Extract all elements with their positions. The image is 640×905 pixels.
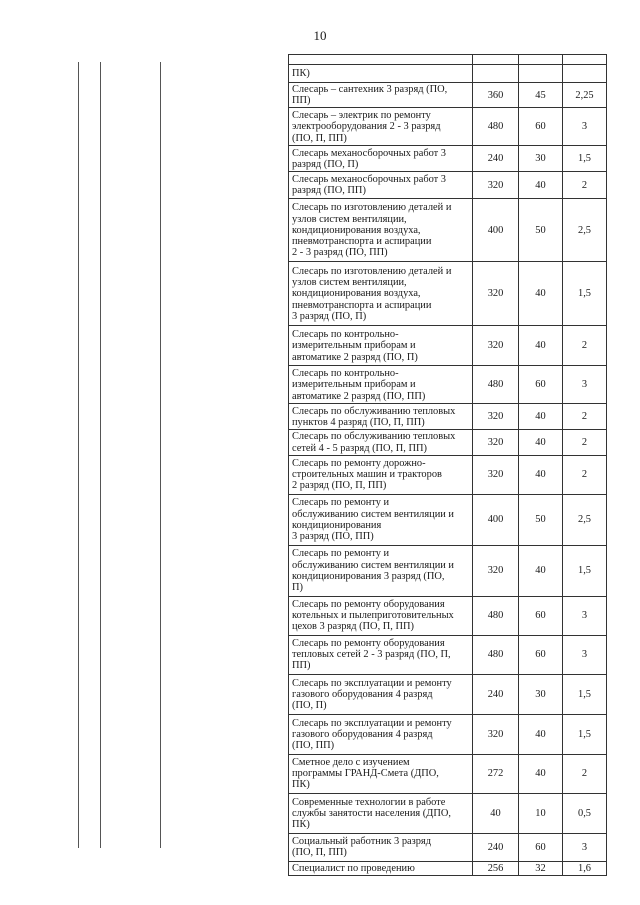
cell-value-a: 40 bbox=[473, 793, 519, 833]
table-row bbox=[289, 55, 607, 65]
margin-rule-1 bbox=[78, 62, 79, 848]
cell-value-a: 480 bbox=[473, 596, 519, 635]
cell-course-name: Слесарь механосборочных работ 3 разряд (ПО, ПП) bbox=[289, 172, 473, 199]
cell-value-a: 360 bbox=[473, 83, 519, 108]
cell-value-b bbox=[519, 65, 563, 83]
cell-course-name: Специалист по проведению bbox=[289, 861, 473, 875]
margin-rule-3 bbox=[160, 62, 161, 848]
cell-value-b: 60 bbox=[519, 596, 563, 635]
cell-value-c: 1,5 bbox=[563, 146, 607, 172]
table-row bbox=[289, 455, 607, 494]
cell-value-c: 1,5 bbox=[563, 262, 607, 326]
cell-value-c: 2 bbox=[563, 430, 607, 455]
cell-value-c: 2 bbox=[563, 404, 607, 430]
table-row bbox=[289, 430, 607, 455]
cell-value-b: 32 bbox=[519, 861, 563, 875]
page-number: 10 bbox=[313, 28, 327, 43]
course-table bbox=[288, 54, 607, 876]
cell-value-c: 2 bbox=[563, 172, 607, 199]
cell-value-b: 50 bbox=[519, 199, 563, 262]
cell-value-b: 60 bbox=[519, 833, 563, 861]
cell-value-a: 480 bbox=[473, 635, 519, 674]
cell-value-a: 240 bbox=[473, 674, 519, 714]
table-row bbox=[289, 793, 607, 833]
cell-course-name: Слесарь по изготовлению деталей и узлов систем вентиляции, кондиционирования воздуха, пневмотранспорта и аспирации 3 разряд (ПО, П) bbox=[289, 262, 473, 326]
cell-value-c bbox=[563, 55, 607, 65]
cell-value-b: 10 bbox=[519, 793, 563, 833]
table-row bbox=[289, 83, 607, 108]
cell-course-name: Слесарь по ремонту оборудования тепловых сетей 2 - 3 разряд (ПО, П, ПП) bbox=[289, 635, 473, 674]
cell-course-name: Слесарь по ремонту дорожно- строительных машин и тракторов 2 разряд (ПО, П, ПП) bbox=[289, 455, 473, 494]
cell-course-name: Слесарь по обслуживанию тепловых пунктов 4 разряд (ПО, П, ПП) bbox=[289, 404, 473, 430]
cell-course-name: Слесарь по ремонту оборудования котельных и пылеприготовительных цехов 3 разряд (ПО, П, ПП) bbox=[289, 596, 473, 635]
cell-value-b: 60 bbox=[519, 366, 563, 404]
cell-course-name: Слесарь по изготовлению деталей и узлов систем вентиляции, кондиционирования воздуха, пневмотранспорта и аспирации 2 - 3 разряд (ПО, ПП) bbox=[289, 199, 473, 262]
table-row bbox=[289, 262, 607, 326]
cell-value-b: 40 bbox=[519, 754, 563, 793]
cell-value-b: 30 bbox=[519, 674, 563, 714]
cell-value-a: 320 bbox=[473, 545, 519, 596]
cell-value-c: 2,5 bbox=[563, 494, 607, 545]
cell-value-a: 480 bbox=[473, 108, 519, 146]
cell-value-b: 60 bbox=[519, 108, 563, 146]
cell-value-a: 400 bbox=[473, 199, 519, 262]
cell-value-a bbox=[473, 65, 519, 83]
cell-value-a: 320 bbox=[473, 172, 519, 199]
table-row bbox=[289, 172, 607, 199]
cell-value-c: 2,25 bbox=[563, 83, 607, 108]
cell-value-b: 40 bbox=[519, 455, 563, 494]
table-row bbox=[289, 494, 607, 545]
cell-value-b: 40 bbox=[519, 404, 563, 430]
course-table-body bbox=[289, 55, 607, 876]
cell-value-b: 50 bbox=[519, 494, 563, 545]
cell-value-c: 0,5 bbox=[563, 793, 607, 833]
cell-value-c: 2,5 bbox=[563, 199, 607, 262]
cell-value-c: 2 bbox=[563, 455, 607, 494]
cell-value-a: 320 bbox=[473, 430, 519, 455]
cell-value-a: 320 bbox=[473, 326, 519, 366]
cell-value-c: 1,5 bbox=[563, 545, 607, 596]
table-row bbox=[289, 861, 607, 875]
cell-value-c: 1,6 bbox=[563, 861, 607, 875]
cell-value-c: 3 bbox=[563, 596, 607, 635]
cell-course-name: Слесарь по обслуживанию тепловых сетей 4 - 5 разряд (ПО, П, ПП) bbox=[289, 430, 473, 455]
cell-value-a: 320 bbox=[473, 714, 519, 754]
table-row bbox=[289, 754, 607, 793]
cell-value-b: 40 bbox=[519, 714, 563, 754]
cell-value-b bbox=[519, 55, 563, 65]
cell-value-c: 1,5 bbox=[563, 674, 607, 714]
cell-value-c: 1,5 bbox=[563, 714, 607, 754]
cell-course-name: Слесарь механосборочных работ 3 разряд (ПО, П) bbox=[289, 146, 473, 172]
table-row bbox=[289, 108, 607, 146]
cell-value-b: 30 bbox=[519, 146, 563, 172]
cell-course-name: Слесарь по контрольно- измерительным приборам и автоматике 2 разряд (ПО, П) bbox=[289, 326, 473, 366]
cell-value-c: 2 bbox=[563, 326, 607, 366]
table-row bbox=[289, 404, 607, 430]
cell-course-name: Слесарь по ремонту и обслуживанию систем вентиляции и кондиционирования 3 разряд (ПО, П) bbox=[289, 545, 473, 596]
cell-value-a bbox=[473, 55, 519, 65]
cell-value-a: 320 bbox=[473, 404, 519, 430]
table-row bbox=[289, 635, 607, 674]
cell-value-a: 480 bbox=[473, 366, 519, 404]
table-row bbox=[289, 199, 607, 262]
cell-value-a: 320 bbox=[473, 455, 519, 494]
cell-value-b: 60 bbox=[519, 635, 563, 674]
table-row bbox=[289, 146, 607, 172]
cell-value-c: 2 bbox=[563, 754, 607, 793]
table-row bbox=[289, 326, 607, 366]
cell-value-c: 3 bbox=[563, 635, 607, 674]
cell-course-name: Сметное дело с изучением программы ГРАНД-Смета (ДПО, ПК) bbox=[289, 754, 473, 793]
table-row bbox=[289, 366, 607, 404]
table-row bbox=[289, 65, 607, 83]
cell-value-a: 240 bbox=[473, 146, 519, 172]
cell-value-c: 3 bbox=[563, 108, 607, 146]
cell-value-c: 3 bbox=[563, 366, 607, 404]
cell-value-b: 40 bbox=[519, 545, 563, 596]
cell-course-name: Социальный работник 3 разряд (ПО, П, ПП) bbox=[289, 833, 473, 861]
cell-course-name: Слесарь по ремонту и обслуживанию систем вентиляции и кондиционирования 3 разряд (ПО, ПП) bbox=[289, 494, 473, 545]
cell-value-b: 40 bbox=[519, 172, 563, 199]
cell-value-b: 45 bbox=[519, 83, 563, 108]
cell-value-a: 256 bbox=[473, 861, 519, 875]
cell-value-c: 3 bbox=[563, 833, 607, 861]
cell-value-b: 40 bbox=[519, 326, 563, 366]
cell-course-name bbox=[289, 55, 473, 65]
table-row bbox=[289, 833, 607, 861]
cell-course-name: Современные технологии в работе службы занятости населения (ДПО, ПК) bbox=[289, 793, 473, 833]
cell-course-name: Слесарь по эксплуатации и ремонту газового оборудования 4 разряд (ПО, П) bbox=[289, 674, 473, 714]
cell-value-a: 320 bbox=[473, 262, 519, 326]
cell-value-a: 240 bbox=[473, 833, 519, 861]
cell-course-name: Слесарь по контрольно- измерительным приборам и автоматике 2 разряд (ПО, ПП) bbox=[289, 366, 473, 404]
cell-course-name: Слесарь – сантехник 3 разряд (ПО, ПП) bbox=[289, 83, 473, 108]
cell-value-c bbox=[563, 65, 607, 83]
table-row bbox=[289, 714, 607, 754]
cell-course-name: Слесарь по эксплуатации и ремонту газового оборудования 4 разряд (ПО, ПП) bbox=[289, 714, 473, 754]
table-row bbox=[289, 596, 607, 635]
cell-value-b: 40 bbox=[519, 430, 563, 455]
table-row bbox=[289, 545, 607, 596]
cell-course-name: Слесарь – электрик по ремонту электрооборудования 2 - 3 разряд (ПО, П, ПП) bbox=[289, 108, 473, 146]
cell-value-a: 400 bbox=[473, 494, 519, 545]
table-row bbox=[289, 674, 607, 714]
cell-value-a: 272 bbox=[473, 754, 519, 793]
cell-course-name: ПК) bbox=[289, 65, 473, 83]
cell-value-b: 40 bbox=[519, 262, 563, 326]
margin-rule-2 bbox=[100, 62, 101, 848]
